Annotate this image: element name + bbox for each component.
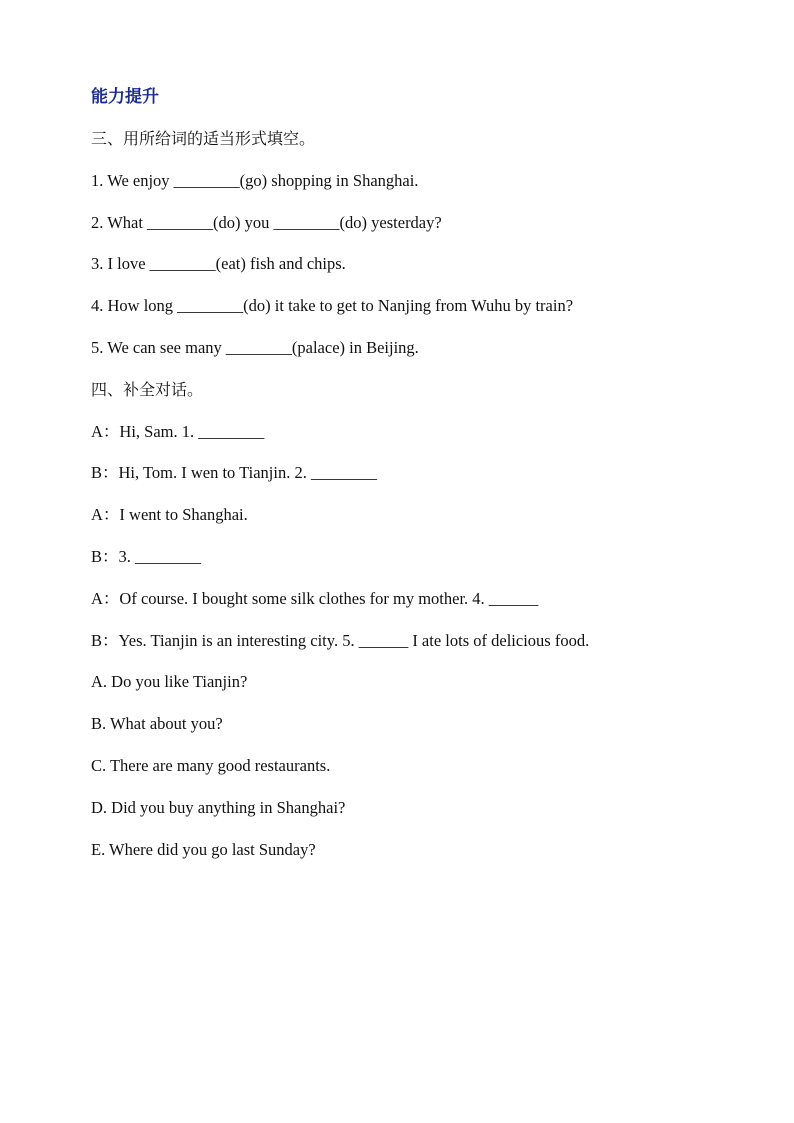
option-e: E. Where did you go last Sunday? bbox=[91, 839, 316, 859]
dialogue-line-3: A：I went to Shanghai. bbox=[91, 505, 248, 525]
option-b: B. What about you? bbox=[91, 714, 223, 734]
section-heading: 能力提升 bbox=[91, 87, 159, 107]
dialogue-line-4: B：3. ________ bbox=[91, 546, 202, 566]
section-3-title: 三、用所给词的适当形式填空。 bbox=[91, 129, 316, 148]
option-a: A. Do you like Tianjin? bbox=[91, 672, 248, 692]
dialogue-line-5: A：Of course. I bought some silk clothes for my mother. 4. ______ bbox=[91, 588, 539, 608]
dialogue-line-2: B：Hi, Tom. I wen to Tianjin. 2. ________ bbox=[91, 463, 377, 483]
section-4-title: 四、补全对话。 bbox=[91, 379, 204, 399]
worksheet-content bbox=[91, 84, 731, 878]
fill-blank-item-1: 1. We enjoy ________(go) shopping in Shanghai. bbox=[91, 170, 419, 190]
option-d: D. Did you buy anything in Shanghai? bbox=[91, 797, 346, 817]
fill-blank-item-5: 5. We can see many ________(palace) in Beijing. bbox=[91, 337, 419, 357]
option-c: C. There are many good restaurants. bbox=[91, 755, 331, 775]
dialogue-line-6: B：Yes. Tianjin is an interesting city. 5. ______ I ate lots of delicious food. bbox=[91, 630, 590, 650]
fill-blank-item-4: 4. How long ________(do) it take to get to Nanjing from Wuhu by train? bbox=[91, 296, 574, 316]
dialogue-line-1: A：Hi, Sam. 1. ________ bbox=[91, 421, 265, 441]
fill-blank-item-2: 2. What ________(do) you ________(do) yesterday? bbox=[91, 212, 442, 232]
fill-blank-item-3: 3. I love ________(eat) fish and chips. bbox=[91, 254, 346, 274]
